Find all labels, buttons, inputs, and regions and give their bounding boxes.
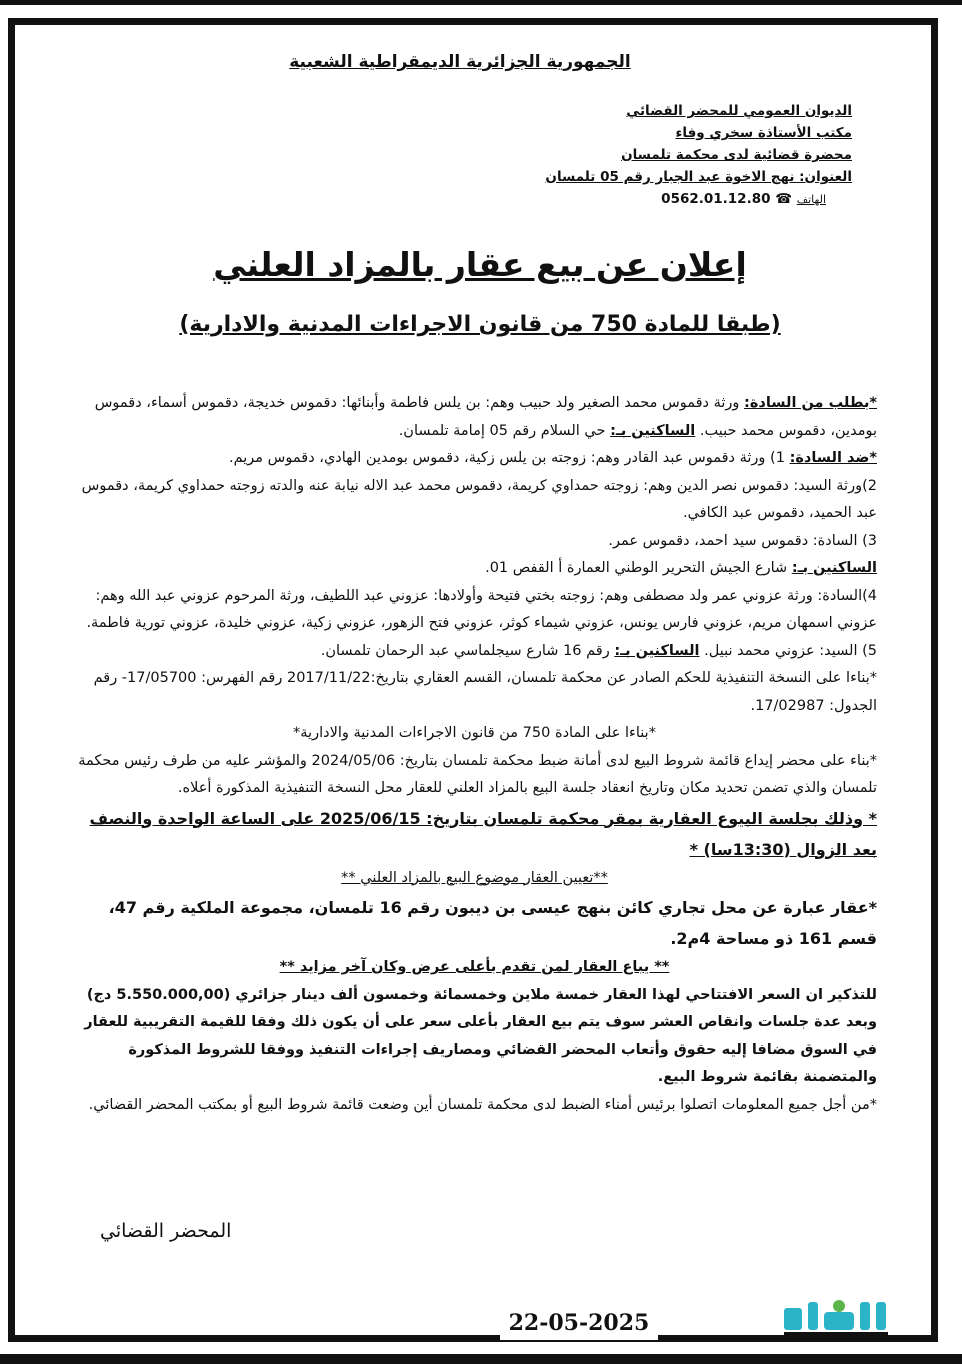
against-1-paragraph — [72, 445, 877, 473]
bottom-border-rule — [0, 1354, 962, 1364]
bailiff-signature: المحضر القضائي — [100, 1220, 232, 1242]
phone-number: 0562.01.12.80 — [661, 191, 771, 207]
against-5-paragraph — [72, 638, 877, 666]
against-3-address: شارع الجيش التحرير الوطني العمارة أ القفص 01. — [485, 560, 788, 576]
newspaper-logo — [780, 1298, 908, 1338]
republic-header: الجمهورية الجزائرية الديمقراطية الشعبية — [289, 52, 631, 72]
property-description: *عقار عبارة عن محل تجاري كائن بنهج عيسى بن ديبون رقم 16 تلمسان، مجموعة الملكية رقم 47، قسم 161 ذو مساحة 4م2. — [108, 898, 877, 948]
against-5-text: 5) السيد: عزوني محمد نبيل. — [704, 642, 877, 659]
based-on-judgment: *بناءا على النسخة التنفيذية للحكم الصادر عن محكمة تلمسان، القسم العقاري بتاريخ:2017/11/22 رقم الفهرس: 17/05700- رقم الجدول: 17/02987. — [93, 670, 877, 714]
newspaper-logo-icon — [780, 1298, 908, 1338]
announcement-title: إعلان عن بيع عقار بالمزاد العلني — [213, 245, 747, 284]
office-line-3: محضرة قضائية لدى محكمة تلمسان — [621, 147, 852, 163]
against-5-address: رقم 16 شارع سيجلماسي عبد الرحمان تلمسان. — [320, 642, 610, 659]
based-on-article: *بناءا على المادة 750 من قانون الاجراءات المدنية والادارية* — [293, 725, 656, 741]
requesters-paragraph — [72, 390, 877, 445]
price-paragraph: للتذكير ان السعر الافتتاحي لهذا العقار خمسة ملاين وخمسمائة وخمسون ألف دينار جزائري (5.550.000,00 دج) وبعد عدة جلسات وانقاص العشر سوف يتم بيع العقار بأعلى سعر على أن يكون ذلك وفقا للقيمة التقريبية للعقار في السوق مضافا إليه حقوق وأتعاب المحضر القضائي ومصاريف إجراءات التنفيذ ووفقا للشروط المذكورة والمتضمنة بقائمة شروط البيع. — [84, 986, 877, 1085]
against-5-address-label: الساكنين بـ: — [614, 642, 700, 659]
office-address: العنوان: نهج الاخوة عبد الجبار رقم 05 تلمسان — [545, 169, 852, 185]
publication-date: 22-05-2025 — [500, 1306, 658, 1340]
phone-label: الهاتف — [796, 193, 826, 206]
announcement-subtitle: (طبقا للمادة 750 من قانون الاجراءات المدنية والادارية) — [179, 312, 781, 337]
against-3-address-paragraph — [72, 555, 877, 583]
info-paragraph: *من أجل جميع المعلومات اتصلوا برئيس أمناء الضبط لدى محكمة تلمسان أين وضعت قائمة شروط البيع أو بمكتب المحضر القضائي. — [88, 1096, 877, 1113]
session-paragraph: * وذلك بجلسة البيوع العقارية بمقر محكمة تلمسان بتاريخ: 2025/06/15 على الساعة الواحدة والنصف بعد الزوال (13:30سا) * — [89, 808, 877, 859]
top-border-rule — [0, 0, 962, 5]
office-line-1: الديوان العمومي للمحضر القضائي — [626, 103, 852, 119]
bailiff-office-block — [522, 100, 852, 211]
requesters-address-label: الساكنين بـ: — [610, 422, 696, 439]
sale-heading: ** يباع العقار لمن تقدم بأعلى عرض وكان آخر مزايد ** — [279, 959, 670, 975]
announcement-body — [72, 390, 877, 1119]
against-2-text: 2)ورثة السيد: دقموس نصر الدين وهم: زوجته حمداوي كريمة، دقموس محمد عبد الاله نيابة عنه والدته زوجته حمداوي كريمة، دقموس عبد الحميد، دقموس عبد الكافي. — [81, 477, 877, 521]
against-3-address-label: الساكنين بـ: — [791, 560, 877, 576]
requesters-text: ورثة دقموس محمد الصغير ولد حبيب وهم: بن يلس فاطمة وأبنائها: دقموس خديجة، دقموس أسماء، دقموس بومدين، دقموس محمد حبيب. — [94, 395, 877, 439]
requesters-label: *بطلب من السادة: — [744, 395, 877, 411]
against-3-text: 3) السادة: دقموس سيد احمد، دقموس عمر. — [608, 532, 877, 549]
against-1-text: 1) ورثة دقموس عبد القادر وهم: زوجته بن يلس زكية، دقموس بومدين الهادي، دقموس مريم. — [229, 450, 785, 466]
office-line-2: مكتب الأستاذة سخري وفاء — [675, 125, 852, 141]
requesters-address: حي السلام رقم 05 إمامة تلمسان. — [398, 422, 606, 439]
property-heading: **تعيين العقار موضوع البيع بالمزاد العلني ** — [341, 869, 608, 886]
against-4-text: 4)السادة: ورثة عزوني عمر ولد مصطفى وهم: زوجته بختي فتيحة وأولادها: عزوني عبد اللطيف، ورثة المرحوم عزوني عبد الله وهم: عزوني اسمهان مريم، عزوني فارس يونس، عزوني شيماء كوثر، عزوني فتح الزهور، عزوني زكية، عزوني خليدة، عزوني تورية فاطمة. — [86, 587, 877, 631]
phone-icon: ☎ — [770, 191, 793, 207]
phone-row — [522, 188, 852, 211]
based-on-deposit: *بناء على محضر إيداع قائمة شروط البيع لدى أمانة ضبط محكمة تلمسان بتاريخ: 2024/05/06 والمؤشر عليه من طرف رئيس محكمة تلمسان والذي تضمن تحديد مكان وتاريخ انعقاد جلسة البيع بالمزاد العلني للعقار محل النسخة التنفيذية المذكورة أعلاه. — [78, 752, 877, 796]
against-label: *ضد السادة: — [789, 450, 877, 466]
